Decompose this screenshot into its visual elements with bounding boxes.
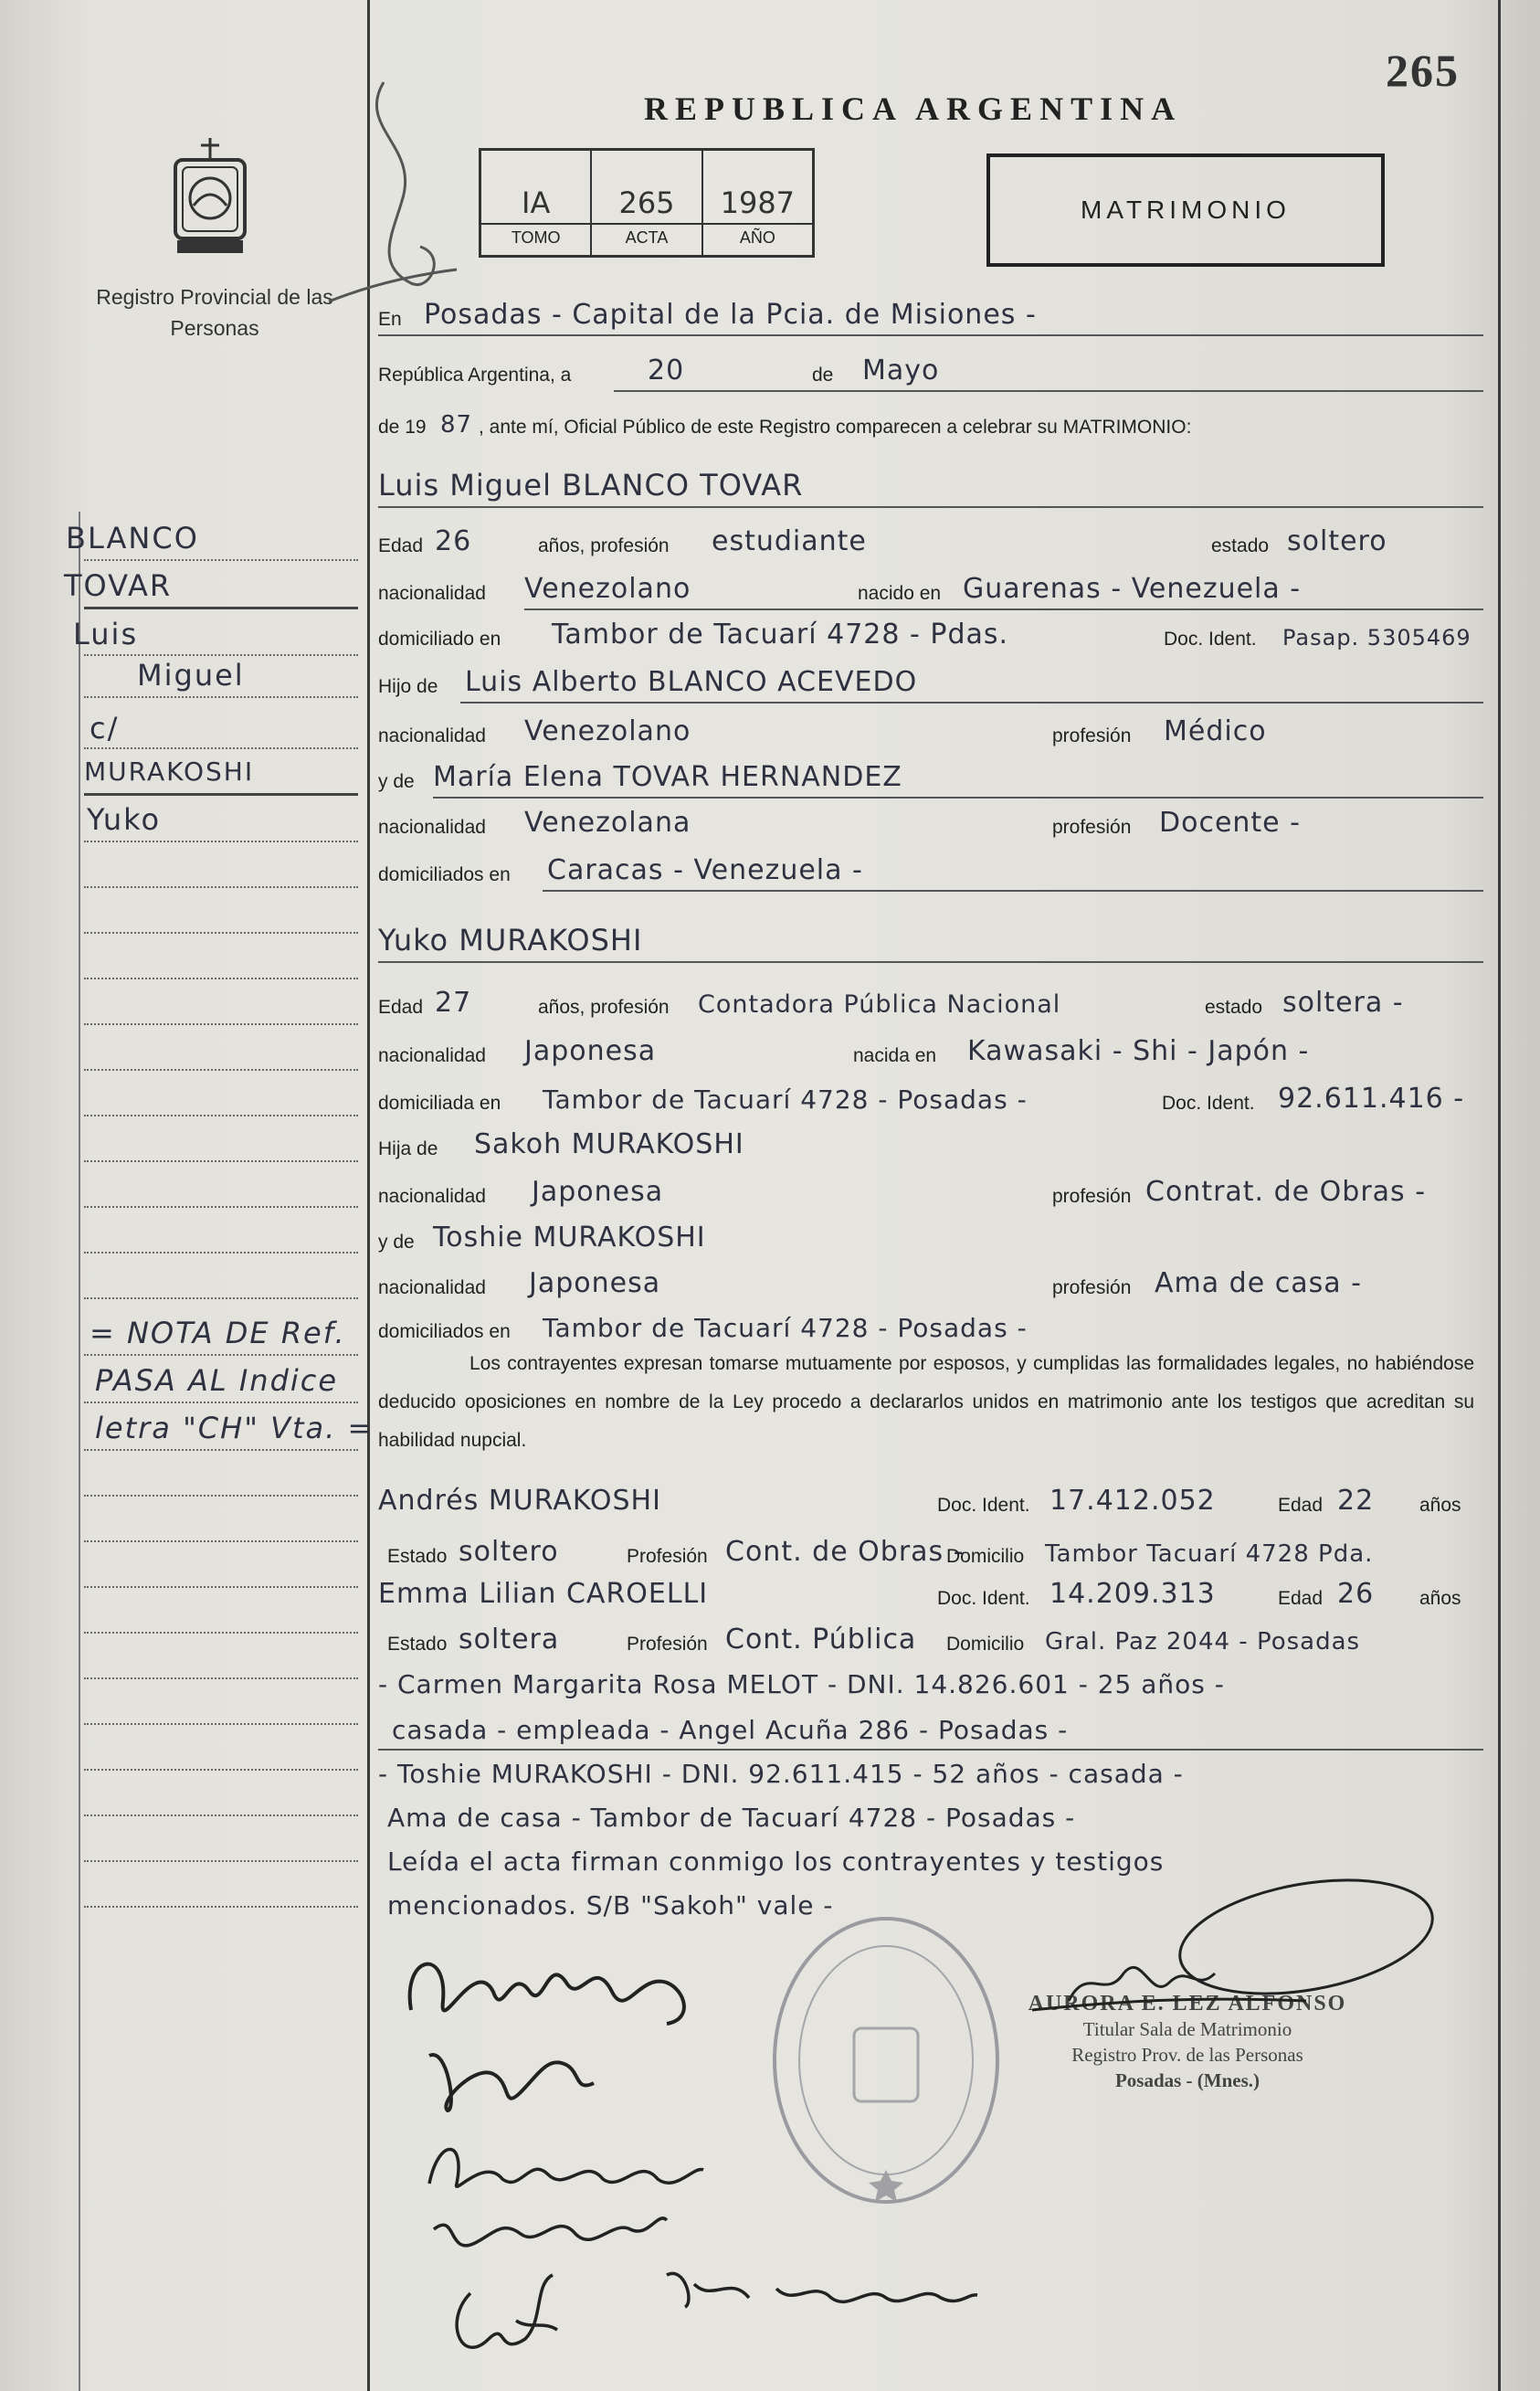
groom-doc: Pasap. 5305469 — [1282, 625, 1471, 651]
margin-given-2: Miguel — [137, 658, 245, 693]
official-name: AURORA E. LEZ ALFONSO — [1028, 1992, 1347, 2015]
groom-madre: María Elena TOVAR HERNANDEZ — [433, 761, 902, 793]
additional-line — [378, 1752, 1483, 1800]
bride-nacida: Kawasaki - Shi - Japón - — [967, 1035, 1310, 1067]
signature-witness-2-icon — [420, 2193, 676, 2266]
groom-padre: Luis Alberto BLANCO ACEVEDO — [465, 666, 918, 698]
province-seal-icon — [155, 132, 265, 260]
w1-edad-label: Edad — [1278, 1495, 1324, 1516]
bride-name-row — [378, 921, 1483, 968]
additional-line-text: casada - empleada - Angel Acuña 286 - Posadas - — [392, 1715, 1069, 1745]
domiciliados-label-b: domiciliados en — [378, 1321, 511, 1342]
w2-profesion-label: Profesión — [627, 1634, 708, 1655]
bride-madre-prof: Ama de casa - — [1155, 1267, 1362, 1299]
anio-label: AÑO — [703, 223, 812, 248]
anos-profesion-label-b: años, profesión — [538, 997, 670, 1018]
tomo-signature-icon — [320, 73, 466, 311]
groom-name-row — [378, 466, 1483, 513]
signature-witness-4-icon — [658, 2257, 986, 2321]
profesion-label-2: profesión — [1052, 817, 1132, 838]
groom-madre-prof: Docente - — [1159, 807, 1302, 839]
y-de-label: y de — [378, 771, 415, 792]
profesion-label: profesión — [1052, 725, 1132, 746]
groom-name: Luis Miguel BLANCO TOVAR — [378, 468, 804, 503]
witness-1-name: Andrés MURAKOSHI — [378, 1485, 661, 1517]
nacionalidad-label-b: nacionalidad — [378, 1045, 486, 1066]
estado-label: estado — [1211, 535, 1270, 556]
bride-padres-dom: Tambor de Tacuarí 4728 - Posadas - — [543, 1313, 1028, 1343]
bride-padre-prof: Contrat. de Obras - — [1145, 1176, 1427, 1208]
witness-1-row-2 — [378, 1531, 1483, 1579]
far-left-line — [79, 512, 80, 2391]
place-value: Posadas - Capital de la Pcia. de Misiones - — [424, 299, 1037, 331]
groom-padre-nac: Venezolano — [524, 715, 691, 747]
groom-mother-nac-row — [378, 802, 1483, 850]
bride-age-row — [378, 982, 1483, 1030]
bride-name: Yuko MURAKOSHI — [378, 923, 643, 957]
w2-doc-label: Doc. Ident. — [937, 1588, 1030, 1609]
signature-witness-3-icon — [443, 2266, 571, 2375]
groom-father-nac-row — [378, 711, 1483, 758]
estado-label-b: estado — [1205, 997, 1263, 1018]
additional-line — [378, 1663, 1483, 1710]
w2-domicilio-label: Domicilio — [946, 1634, 1025, 1655]
year-prefix: de 19 — [378, 417, 427, 438]
margin-note-1: = NOTA DE Ref. — [90, 1316, 346, 1350]
bride-padre: Sakoh MURAKOSHI — [474, 1128, 744, 1160]
groom-estado: soltero — [1287, 525, 1387, 557]
w1-profesion-label: Profesión — [627, 1546, 708, 1567]
bride-madre-nac: Japonesa — [529, 1267, 661, 1299]
country-label: República Argentina, a — [378, 365, 572, 386]
edad-label: Edad — [378, 535, 424, 556]
tomo-value: IA — [522, 185, 551, 220]
nacida-label: nacida en — [853, 1045, 937, 1066]
date-statement: , ante mí, Oficial Público de este Registro comparecen a celebrar su MATRIMONIO: — [479, 417, 1192, 438]
bride-nacionalidad: Japonesa — [524, 1035, 657, 1067]
domiciliados-label: domiciliados en — [378, 864, 511, 885]
witness-1-doc: 17.412.052 — [1050, 1485, 1216, 1517]
tomo-cell — [481, 151, 592, 255]
groom-profesion: estudiante — [712, 525, 867, 557]
margin-note-3: letra "CH" Vta. = — [95, 1411, 374, 1445]
groom-parents-dom-row — [378, 850, 1483, 897]
witness-1-profesion: Cont. de Obras - — [725, 1536, 965, 1568]
date-de-label: de — [812, 365, 834, 386]
acta-value: 265 — [618, 185, 675, 220]
w1-estado-label: Estado — [387, 1546, 448, 1567]
margin-note-2: PASA AL Indice — [95, 1363, 339, 1398]
date-day: 20 — [648, 354, 685, 386]
additional-line-text: - Carmen Margarita Rosa MELOT - DNI. 14.826.601 - 25 años - — [378, 1669, 1225, 1699]
w1-domicilio-label: Domicilio — [946, 1546, 1025, 1567]
bride-nac-row — [378, 1031, 1483, 1078]
bride-madre: Toshie MURAKOSHI — [433, 1222, 706, 1254]
margin-given-3: Yuko — [87, 802, 162, 837]
signature-witness-1-icon — [420, 2129, 712, 2202]
hijo-label: Hijo de — [378, 676, 438, 697]
nacionalidad-label: nacionalidad — [378, 583, 486, 604]
additional-line-text: mencionados. S/B "Sakoh" vale - — [387, 1890, 834, 1920]
page-number: 265 — [1386, 45, 1460, 96]
w2-estado-label: Estado — [387, 1634, 448, 1655]
groom-nacionalidad: Venezolano — [524, 573, 691, 605]
doc-label: Doc. Ident. — [1164, 629, 1257, 650]
nacionalidad-label-3: nacionalidad — [378, 817, 486, 838]
marriage-statement: Los contrayentes expresan tomarse mutuamente por esposos, y cumplidas las formalidades legales, no habiéndose deducido oposiciones en nombre de la Ley procedo a declararlos unidos en matrimonio ante los testigos que acreditan su habilidad nupcial. — [378, 1353, 1474, 1451]
year-row — [378, 402, 1483, 450]
anio-value: 1987 — [720, 185, 796, 220]
groom-domicilio: Tambor de Tacuarí 4728 - Pdas. — [552, 619, 1009, 651]
tomo-label: TOMO — [481, 223, 590, 248]
bride-estado: soltera - — [1282, 987, 1404, 1019]
y-de-label-b: y de — [378, 1232, 415, 1253]
witness-2-estado: soltera — [459, 1624, 560, 1656]
bride-father-nac-row — [378, 1171, 1483, 1219]
margin-surname-3: MURAKOSHI — [84, 756, 255, 787]
witness-1-estado: soltero — [459, 1536, 559, 1568]
margin-given-1: Luis — [73, 617, 139, 651]
registry-stamp-icon — [767, 1910, 1005, 2211]
additional-line-text: Leída el acta firman conmigo los contrayentes y testigos — [387, 1846, 1165, 1877]
signature-groom-icon — [393, 1937, 722, 2037]
hija-label: Hija de — [378, 1138, 438, 1159]
groom-padres-dom: Caracas - Venezuela - — [547, 854, 863, 886]
bride-mother-nac-row — [378, 1263, 1483, 1310]
profesion-label-b2: profesión — [1052, 1277, 1132, 1298]
place-row — [378, 294, 1483, 342]
left-border-line — [367, 0, 370, 2391]
bride-father-row — [378, 1124, 1483, 1171]
domiciliado-label: domiciliado en — [378, 629, 501, 650]
country-heading: REPUBLICA ARGENTINA — [644, 90, 1183, 127]
witness-2-row-2 — [378, 1619, 1483, 1666]
witness-2-profesion: Cont. Pública — [725, 1624, 917, 1656]
record-id-box — [479, 148, 815, 258]
year-suffix: 87 — [440, 411, 473, 439]
date-month: Mayo — [862, 354, 940, 386]
witness-1-row — [378, 1480, 1483, 1528]
witness-2-name: Emma Lilian CAROELLI — [378, 1578, 709, 1610]
margin-surname-1: BLANCO — [66, 521, 199, 555]
w2-edad-label: Edad — [1278, 1588, 1324, 1609]
bride-padre-nac: Japonesa — [532, 1176, 664, 1208]
groom-age-row — [378, 521, 1483, 568]
bride-mother-row — [378, 1217, 1483, 1264]
official-city: Posadas - (Mnes.) — [1114, 2069, 1260, 2091]
additional-line — [378, 1709, 1483, 1756]
profesion-label-b: profesión — [1052, 1186, 1132, 1207]
groom-nacido: Guarenas - Venezuela - — [963, 573, 1302, 605]
registry-name: Registro Provincial de las Personas — [96, 285, 333, 340]
bride-domicilio: Tambor de Tacuarí 4728 - Posadas - — [543, 1084, 1028, 1115]
groom-mother-row — [378, 756, 1483, 804]
margin-conj: c/ — [90, 711, 120, 746]
witness-2-row — [378, 1573, 1483, 1621]
anos-profesion-label: años, profesión — [538, 535, 670, 556]
groom-dom-row — [378, 614, 1483, 661]
w1-anos-label: años — [1419, 1495, 1461, 1516]
date-row — [378, 350, 1483, 397]
additional-line-text: Ama de casa - Tambor de Tacuarí 4728 - Posadas - — [387, 1803, 1076, 1833]
groom-edad: 26 — [435, 525, 472, 557]
groom-madre-nac: Venezolana — [524, 807, 691, 839]
right-border-line — [1498, 0, 1501, 2391]
place-label: En — [378, 309, 402, 330]
groom-padre-prof: Médico — [1164, 715, 1267, 747]
signature-official-icon — [1014, 1864, 1461, 2028]
additional-line-text: - Toshie MURAKOSHI - DNI. 92.611.415 - 52 años - casada - — [378, 1759, 1184, 1789]
domiciliada-label: domiciliada en — [378, 1093, 501, 1114]
additional-line — [378, 1796, 1483, 1844]
witness-1-edad: 22 — [1337, 1485, 1375, 1517]
witness-2-doc: 14.209.313 — [1050, 1578, 1216, 1610]
groom-father-row — [378, 661, 1483, 709]
w1-doc-label: Doc. Ident. — [937, 1495, 1030, 1516]
nacionalidad-label-b3: nacionalidad — [378, 1277, 486, 1298]
bride-dom-row — [378, 1078, 1483, 1126]
margin-surname-2: TOVAR — [64, 568, 173, 603]
nacionalidad-label-2: nacionalidad — [378, 725, 486, 746]
doc-label-b: Doc. Ident. — [1162, 1093, 1255, 1114]
official-office: Registro Prov. de las Personas — [1071, 2044, 1303, 2066]
anio-cell — [703, 151, 812, 255]
w2-anos-label: años — [1419, 1588, 1461, 1609]
edad-label-b: Edad — [378, 997, 424, 1018]
witness-2-edad: 26 — [1337, 1578, 1375, 1610]
groom-nac-row — [378, 568, 1483, 616]
witness-1-domicilio: Tambor Tacuarí 4728 Pda. — [1045, 1540, 1374, 1568]
official-title: Titular Sala de Matrimonio — [1082, 2018, 1292, 2040]
acta-label: ACTA — [592, 223, 701, 248]
acta-cell — [592, 151, 702, 255]
act-type-box: MATRIMONIO — [986, 153, 1385, 267]
bride-doc: 92.611.416 - — [1278, 1083, 1465, 1115]
nacido-label: nacido en — [858, 583, 942, 604]
witness-2-domicilio: Gral. Paz 2044 - Posadas — [1045, 1628, 1361, 1656]
nacionalidad-label-b2: nacionalidad — [378, 1186, 486, 1207]
bride-profesion: Contadora Pública Nacional — [698, 990, 1061, 1019]
signature-bride-icon — [420, 2037, 603, 2120]
bride-edad: 27 — [435, 987, 472, 1019]
